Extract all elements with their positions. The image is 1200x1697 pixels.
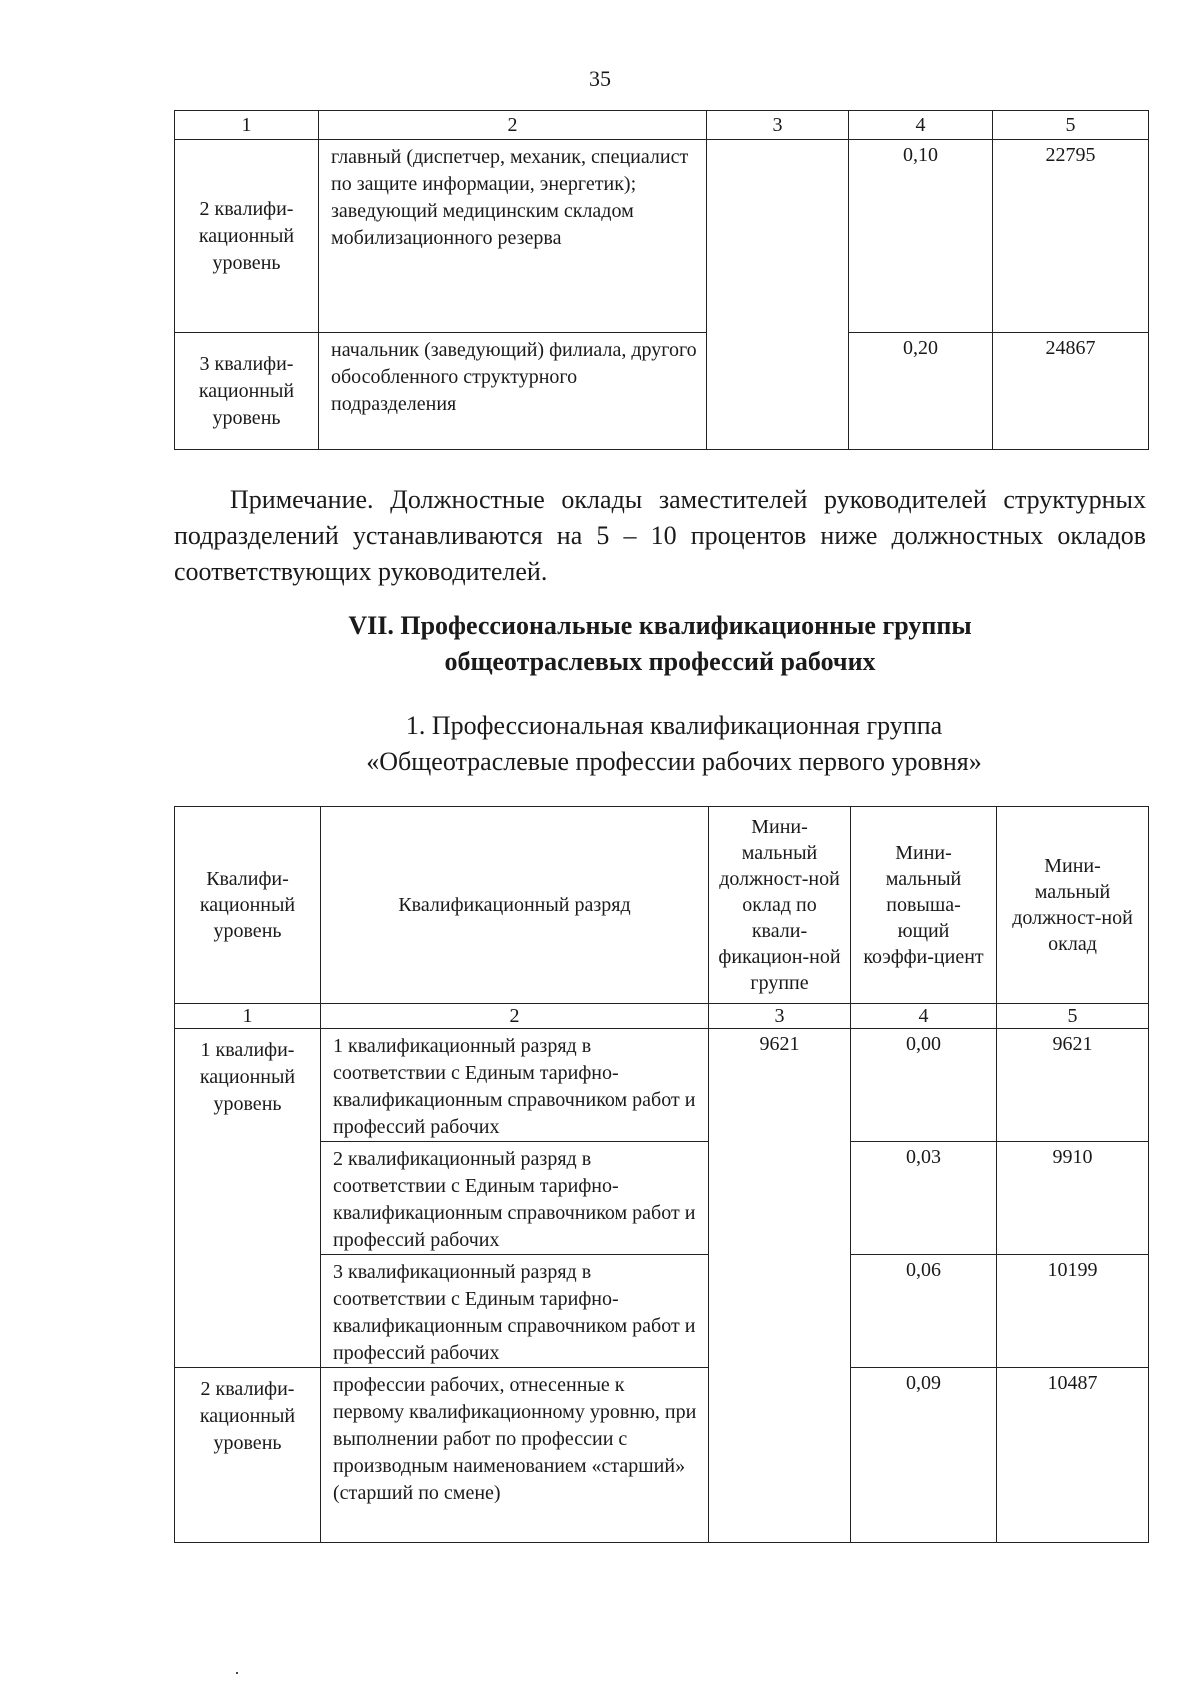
position-description: главный (диспетчер, механик, специалист по защите информации, энергетик); заведующий медицинским складом мобилизационного резерва bbox=[319, 140, 707, 333]
column-number-row bbox=[175, 111, 1149, 140]
section-title-line: общеотраслевых профессий рабочих bbox=[444, 647, 876, 676]
column-header: Квалификационный разряд bbox=[321, 807, 709, 1004]
salary: 9910 bbox=[997, 1142, 1149, 1255]
salary: 10199 bbox=[997, 1255, 1149, 1368]
salary: 9621 bbox=[997, 1029, 1149, 1142]
table-row bbox=[175, 1255, 1149, 1368]
column-number: 3 bbox=[709, 1004, 851, 1029]
column-number: 5 bbox=[993, 111, 1149, 140]
group-salary-cell bbox=[707, 140, 849, 450]
column-number: 1 bbox=[175, 111, 319, 140]
salary: 22795 bbox=[993, 140, 1149, 333]
group-title bbox=[174, 708, 1174, 780]
qualification-level: 3 квалифи-кационный уровень bbox=[175, 333, 319, 450]
column-number: 2 bbox=[319, 111, 707, 140]
qualification-group-table bbox=[174, 806, 1149, 1543]
qualification-grade: 2 квалификационный разряд в соответствии с Единым тарифно-квалификационным справочником работ и профессий рабочих bbox=[321, 1142, 709, 1255]
table-row bbox=[175, 1142, 1149, 1255]
column-number: 4 bbox=[851, 1004, 997, 1029]
coefficient: 0,20 bbox=[849, 333, 993, 450]
group-title-line: 1. Профессиональная квалификационная группа bbox=[405, 711, 943, 740]
table-row bbox=[175, 1029, 1149, 1142]
section-title bbox=[174, 608, 1146, 680]
column-number: 1 bbox=[175, 1004, 321, 1029]
coefficient: 0,06 bbox=[851, 1255, 997, 1368]
table-header-row bbox=[175, 807, 1149, 1004]
position-description: начальник (заведующий) филиала, другого обособленного структурного подразделения bbox=[319, 333, 707, 450]
salary: 10487 bbox=[997, 1368, 1149, 1543]
coefficient: 0,03 bbox=[851, 1142, 997, 1255]
qualification-level: 1 квалифи-кационный уровень bbox=[175, 1029, 321, 1368]
table-row bbox=[175, 1368, 1149, 1543]
column-number: 2 bbox=[321, 1004, 709, 1029]
table-row bbox=[175, 333, 1149, 450]
qualification-grade: 3 квалификационный разряд в соответствии с Единым тарифно-квалификационным справочником работ и профессий рабочих bbox=[321, 1255, 709, 1368]
table-row bbox=[175, 140, 1149, 333]
section-title-line: VII. Профессиональные квалификационные группы bbox=[348, 611, 972, 640]
scan-speck bbox=[236, 1672, 238, 1674]
note-text: Примечание. Должностные оклады заместителей руководителей структурных подразделений устанавливаются на 5 – 10 процентов ниже должностных окладов соответствующих руководителей. bbox=[174, 485, 1146, 586]
page-number: 35 bbox=[589, 66, 611, 91]
coefficient: 0,00 bbox=[851, 1029, 997, 1142]
column-number: 5 bbox=[997, 1004, 1149, 1029]
qualification-grade: 1 квалификационный разряд в соответствии с Единым тарифно-квалификационным справочником работ и профессий рабочих bbox=[321, 1029, 709, 1142]
salary: 24867 bbox=[993, 333, 1149, 450]
continued-salary-table bbox=[174, 110, 1149, 450]
note-paragraph bbox=[174, 482, 1146, 590]
column-header: Мини-мальный должност-ной оклад по квали-фикацион-ной группе bbox=[709, 807, 851, 1004]
qualification-level: 2 квалифи-кационный уровень bbox=[175, 1368, 321, 1543]
column-header: Квалифи-кационный уровень bbox=[175, 807, 321, 1004]
group-title-line: «Общеотраслевые профессии рабочих первого уровня» bbox=[366, 747, 982, 776]
qualification-level: 2 квалифи-кационный уровень bbox=[175, 140, 319, 333]
coefficient: 0,09 bbox=[851, 1368, 997, 1543]
group-salary: 9621 bbox=[709, 1029, 851, 1543]
column-number-row bbox=[175, 1004, 1149, 1029]
column-header: Мини-мальный должност-ной оклад bbox=[997, 807, 1149, 1004]
qualification-grade: профессии рабочих, отнесенные к первому квалификационному уровню, при выполнении работ по профессии с производным наименованием «старший» (старший по смене) bbox=[321, 1368, 709, 1543]
coefficient: 0,10 bbox=[849, 140, 993, 333]
column-header: Мини-мальный повыша-ющий коэффи-циент bbox=[851, 807, 997, 1004]
column-number: 3 bbox=[707, 111, 849, 140]
column-number: 4 bbox=[849, 111, 993, 140]
